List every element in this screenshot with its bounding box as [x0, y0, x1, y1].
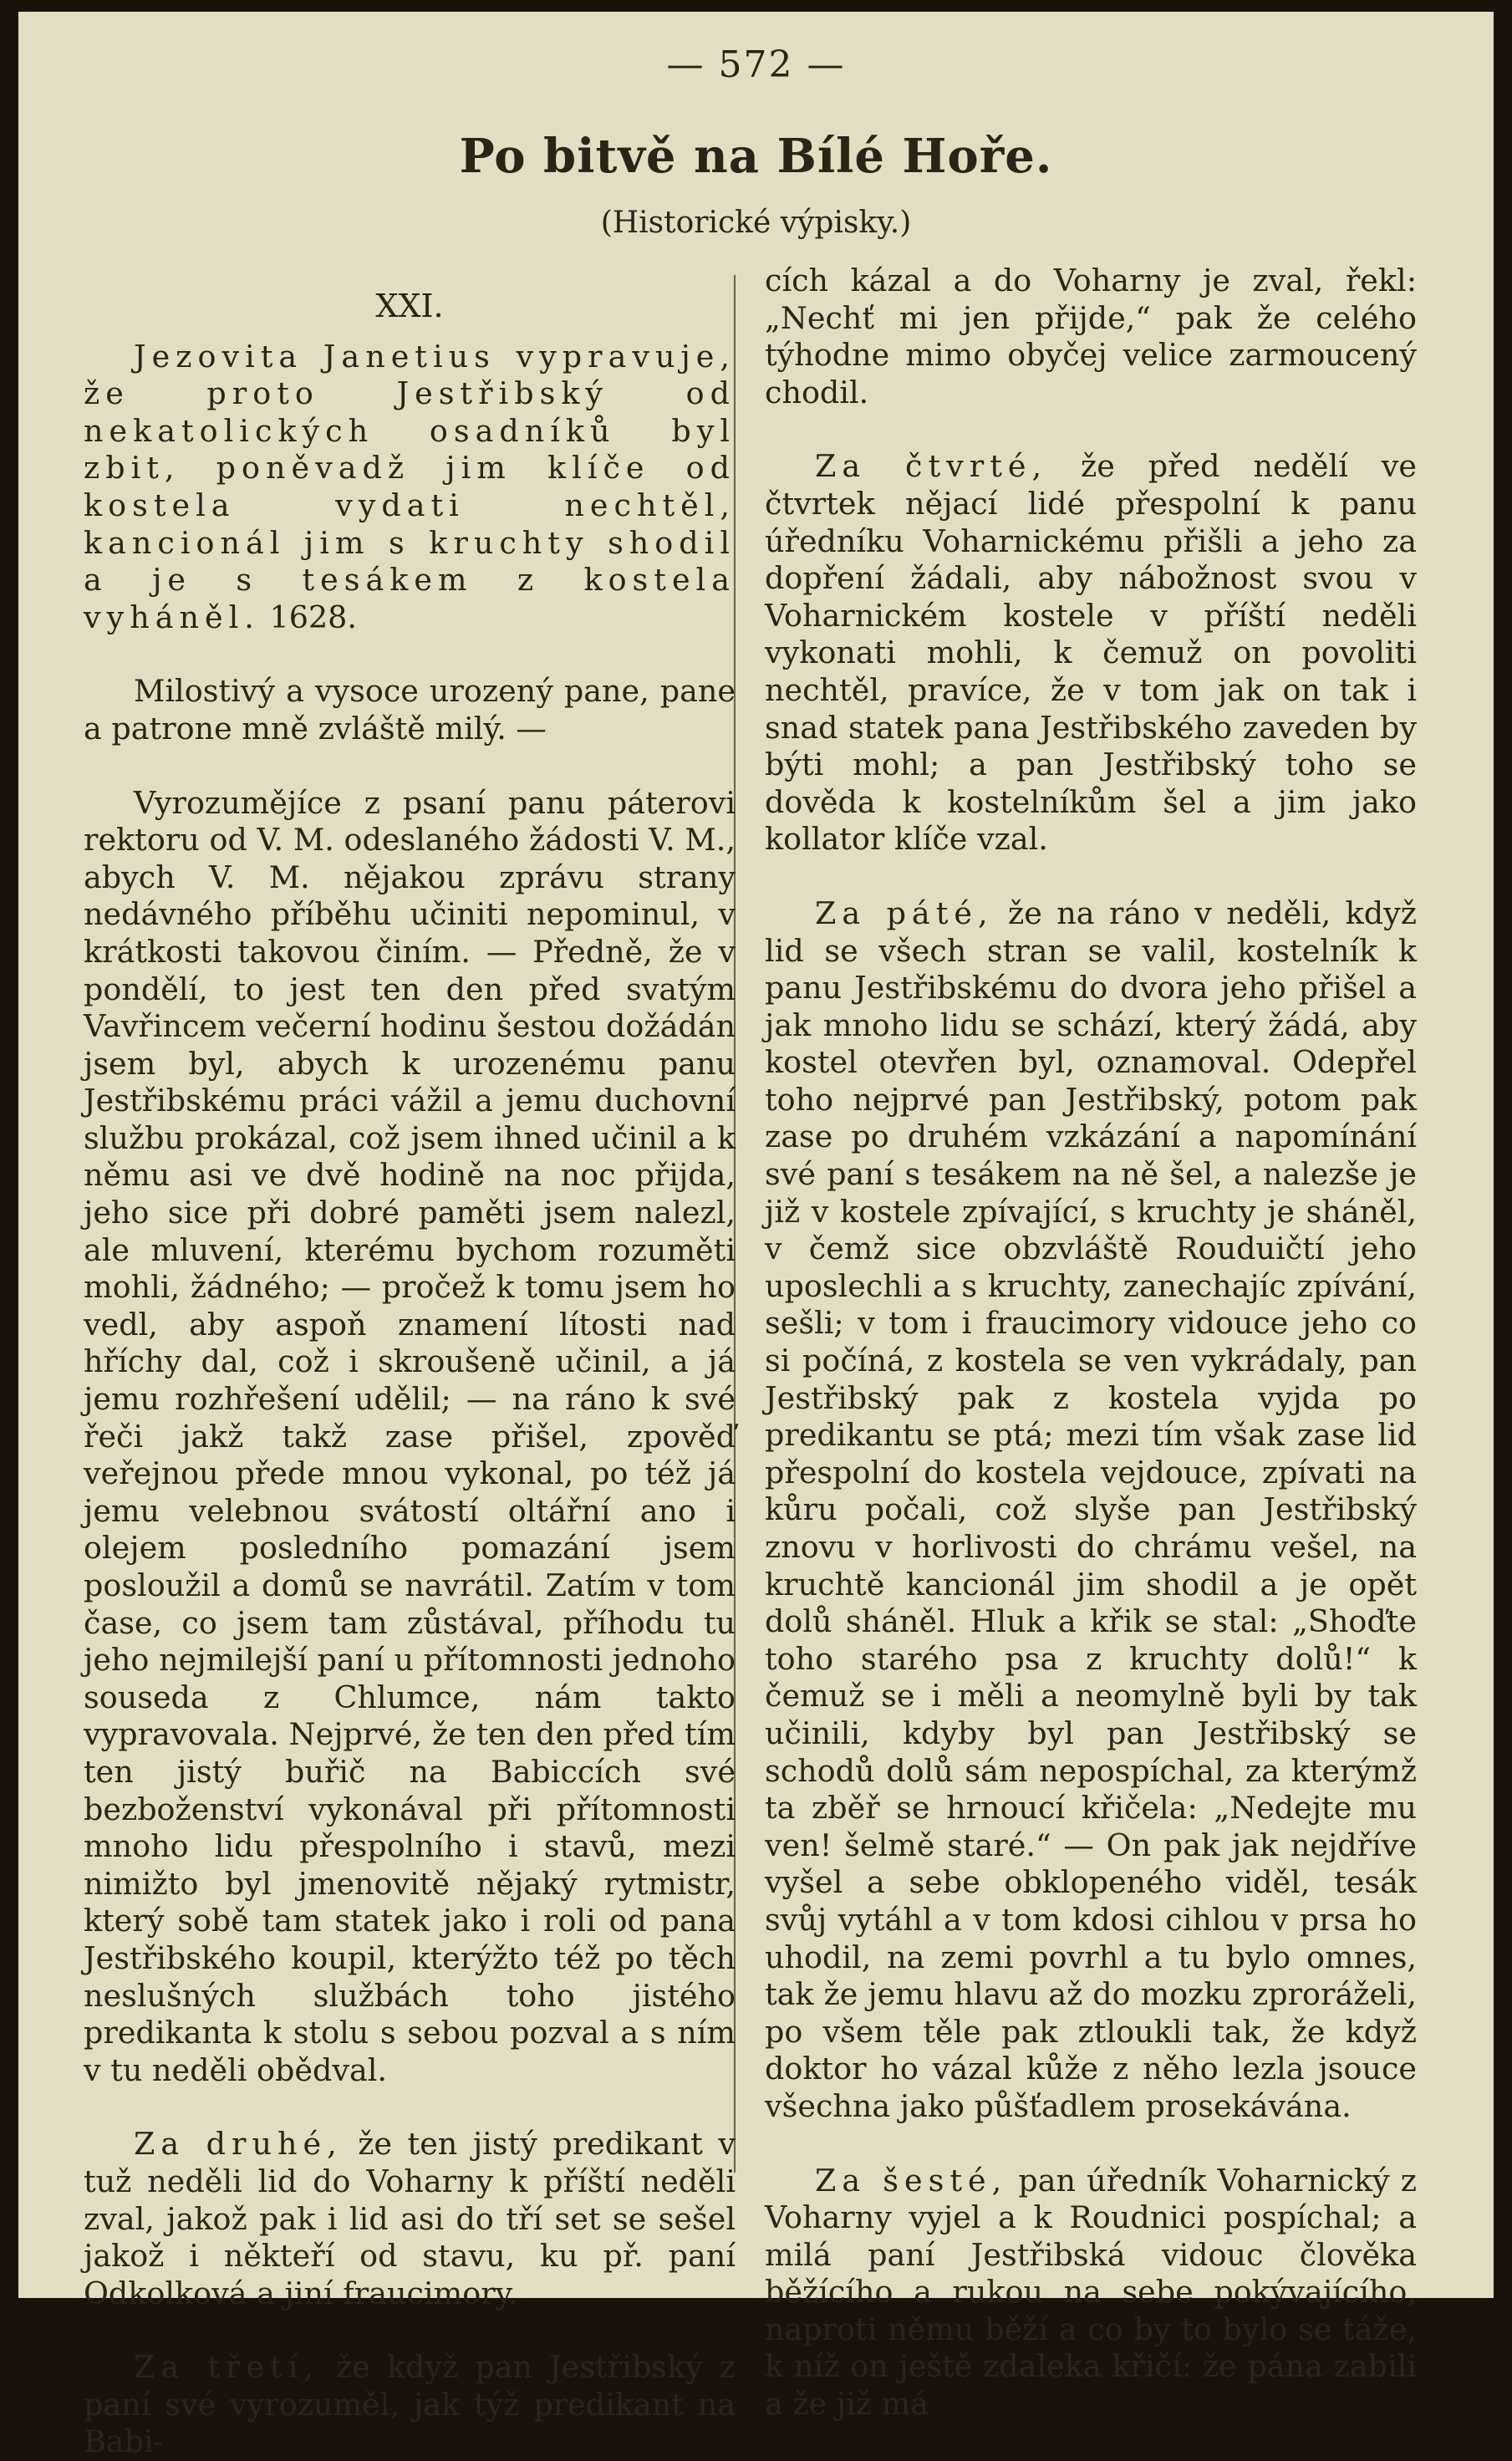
section-summary [84, 339, 736, 637]
salutation: Milostivý a vysoce urozený pane, pane a patrone mně zvláště milý. — [84, 673, 736, 746]
paragraph-2-text: že ten jistý predikant v tuž neděli lid do Voharny k příští neděli zval, jakož pak i lid asi do tří set se sešel jakož i někteří od stavu, ku př. paní Odkolková a jiní fraucimory. [84, 2126, 736, 2311]
paragraph-1: Vyrozumějíce z psaní panu páterovi rektoru od V. M. odeslaného žádosti V. M., abych V. M. nějakou zprávu strany nedávného příběhu učiniti nepominul, v krátkosti takovou činím. — Předně, že v pondělí, to jest ten den před svatým Vavřincem večerní hodinu šestou dožádán jsem byl, abych k urozenému panu Jestřibskému práci vážil a jemu duchovní službu prokázal, což jsem ihned učinil a k němu asi ve dvě hodině na noc přijda, jeho sice při dobré paměti jsem nalezl, ale mluvení, kterému bychom rozuměti mohli, žádného; — pročež k tomu jsem ho vedl, aby aspoň znamení lítosti nad hříchy dal, což i skroušeně učinil, a já jemu rozhřešení udělil; — na ráno k své řeči jakž takž zase přišel, zpověď veřejnou přede mnou vykonal, po též já jemu velebnou svátostí oltářní ano i olejem posledního pomazání jsem posloužil a domů se navrátil. Zatím v tom čase, co jsem tam zůstával, příhodu tu jeho nejmilejší paní u přítomnosti jednoho souseda z Chlumce, nám takto vypravovala. Nejprvé, že ten den před tím ten jistý buřič na Babiccích své bezboženství vykonával při přítomnosti mnoho lidu přespolního i stavů, mezi nimižto byl jmenovitě nějaký rytmistr, který sobě tam statek jako i roli od pana Jestřibského koupil, kterýžto též po těch neslušných službách toho jistého predikanta k stolu s sebou pozval a s ním v tu neděli obědval. [84, 784, 736, 2088]
paragraph-3-lead: Za třetí, [134, 2349, 319, 2386]
paragraph-6-text: pan úředník Voharnický z Voharny vyjel a k Roudnici pospíchal; a milá paní Jestřibská vidouc člověka běžícího a rukou na sebe pokývajícího, naproti němu běží a co by to bylo se táže, k níž on ještě zdaleka křičí: že pána zabili a že již má [765, 2162, 1417, 2423]
book-page [18, 12, 1494, 2460]
paragraph-6 [765, 2163, 1417, 2423]
paragraph-2 [84, 2126, 736, 2312]
article-title: Po bitvě na Bílé Hoře. [459, 129, 1053, 184]
paragraph-4-text: že před nedělí ve čtvrtek nějací lidé přespolní k panu úředníku Voharnickému přišli a jeho za dopření žádali, aby nábožnost svou v Voharnickém kostele v příští neděli vykonati mohli, k čemuž on povoliti nechtěl, pravíce, že v tom jak on tak i snad statek pana Jestřibského zaveden by býti mohl; a pan Jestřibský toho se dověda k kostelníkům šel a jim jako kollator klíče vzal. [765, 448, 1418, 858]
left-column [84, 262, 736, 2460]
paragraph-4 [765, 448, 1417, 859]
paragraph-3-text: že když pan Jestřibský z paní své vyrozuměl, jak týž predikant na Babi- [84, 2349, 736, 2460]
paragraph-5 [765, 895, 1417, 2126]
paragraph-3-continuation: cích kázal a do Voharny je zval, řekl: „Nechť mi jen přijde,“ pak že celého týhodne mimo obyčej velice zarmoucený chodil. [765, 262, 1417, 410]
page-number: — 572 — [666, 43, 846, 86]
paragraph-2-lead: Za druhé, [134, 2126, 343, 2163]
article-subtitle: (Historické výpisky.) [600, 206, 912, 240]
paragraph-4-lead: Za čtvrté, [815, 448, 1048, 485]
section-number: XXI. [375, 288, 444, 324]
paragraph-5-text: že na ráno v neděli, když lid se všech stran se valil, kostelník k panu Jestřibskému do dvora jeho přišel a jak mnoho lidu se schází, který žádá, aby kostel otevřen byl, oznamoval. Odepřel toho nejprvé pan Jestřibský, potom pak zase po druhém vzkázání a napomínání své paní s tesákem na ně šel, a nalezše je již v kostele zpívající, s kruchty je sháněl, v čemž sice obzvláště Rouduičtí jeho uposlechli a s kruchty, zanechajíc zpívání, sešli; v tom i fraucimory vidouce jeho co si počíná, z kostela se ven vykrádaly, pan Jestřibský pak z kostela vyjda po predikantu se ptá; mezi tím však zase lid přespolní do kostela vejdouce, zpívati na kůru počali, což slyše pan Jestřibský znovu v horlivosti do chrámu vešel, na kruchtě kancionál jim shodil a je opět dolů sháněl. Hluk a křik se stal: „Shoďte toho starého psa z kruchty dolů!“ k čemuž se i měli a neomylně byli by tak učinili, kdyby byl pan Jestřibský se schodů dolů sám nepospíchal, za kterýmž ta zběř se hrnoucí křičela: „Nedejte mu ven! šelmě staré.“ — On pak jak nejdříve vyšel a sebe obklopeného viděl, tesák svůj vytáhl a v tom kdosi cihlou v prsa ho uhodil, na zemi povrhl a tu bylo omnes, tak že jemu hlavu až do mozku zproráželi, po všem těle pak ztloukli tak, že když doktor ho vázal kůže z něho lezla jsouce všechna jako půšťadlem prosekávána. [765, 894, 1417, 2124]
paragraph-3 [84, 2349, 736, 2461]
summary-text: Jezovita Janetius vypravuje, že proto Jestřibský od nekatolických osadníků byl zbit, poněvadž jim klíče od kostela vydati nechtěl, kancionál jim s kruchty shodil a je s tesákem z kostela vyháněl. [84, 338, 736, 635]
right-column [765, 262, 1418, 2423]
paragraph-6-lead: Za šesté, [815, 2162, 1008, 2199]
paragraph-5-lead: Za páté, [815, 894, 994, 931]
summary-year: 1628. [269, 599, 358, 635]
